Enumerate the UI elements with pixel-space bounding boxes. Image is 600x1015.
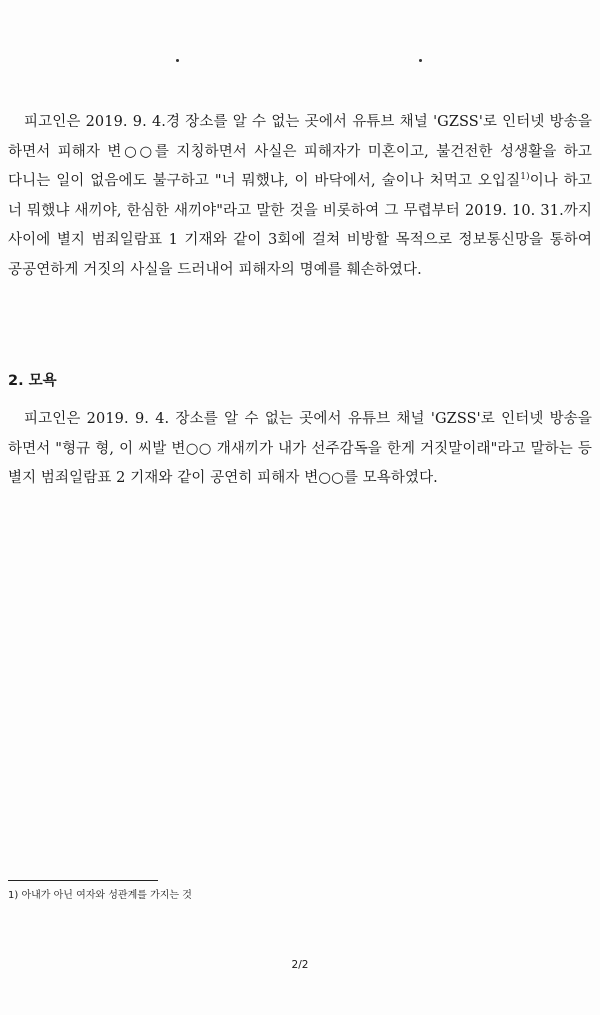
section-heading-insult: 2. 모욕 bbox=[8, 373, 57, 389]
paragraph-defamation-text-1: 피고인은 2019. 9. 4.경 장소를 알 수 없는 곳에서 유튜브 채널 'GZSS'로 인터넷 방송을 하면서 피해자 변○○를 지칭하면서 사실은 피해자가 미혼이고, 불건전한 성생활을 하고 다니는 일이 없음에도 불구하고 "너 뭐했냐, 이 바닥에서, 술이나 처먹고 오입질 bbox=[8, 114, 592, 190]
footnote-reference: 1) bbox=[520, 172, 530, 183]
footnote-divider bbox=[8, 880, 158, 881]
scan-artifact-dot bbox=[419, 59, 422, 62]
footnote-text: 1) 아내가 아닌 여자와 성관계를 가지는 것 bbox=[8, 890, 192, 901]
page-number: 2/2 bbox=[291, 959, 309, 971]
paragraph-insult: 피고인은 2019. 9. 4. 장소를 알 수 없는 곳에서 유튜브 채널 'GZSS'로 인터넷 방송을 하면서 "형규 형, 이 씨발 변○○ 개새끼가 내가 선주감독을 한게 거짓말이래"라고 말하는 등 별지 범죄일람표 2 기재와 같이 공연히 피해자 변○○를 모욕하였다. bbox=[8, 411, 592, 487]
paragraph-defamation bbox=[8, 108, 592, 286]
scan-artifact-dot bbox=[176, 59, 179, 62]
paragraph-defamation-text-2: 이나 하고 너 뭐했냐 새끼야, 한심한 새끼야"라고 말한 것을 비롯하여 그 무렵부터 2019. 10. 31.까지 사이에 별지 범죄일람표 1 기재와 같이 3회에 걸쳐 비방할 목적으로 정보통신망을 통하여 공공연하게 거짓의 사실을 드러내어 피해자의 명예를 훼손하였다. bbox=[8, 173, 593, 278]
